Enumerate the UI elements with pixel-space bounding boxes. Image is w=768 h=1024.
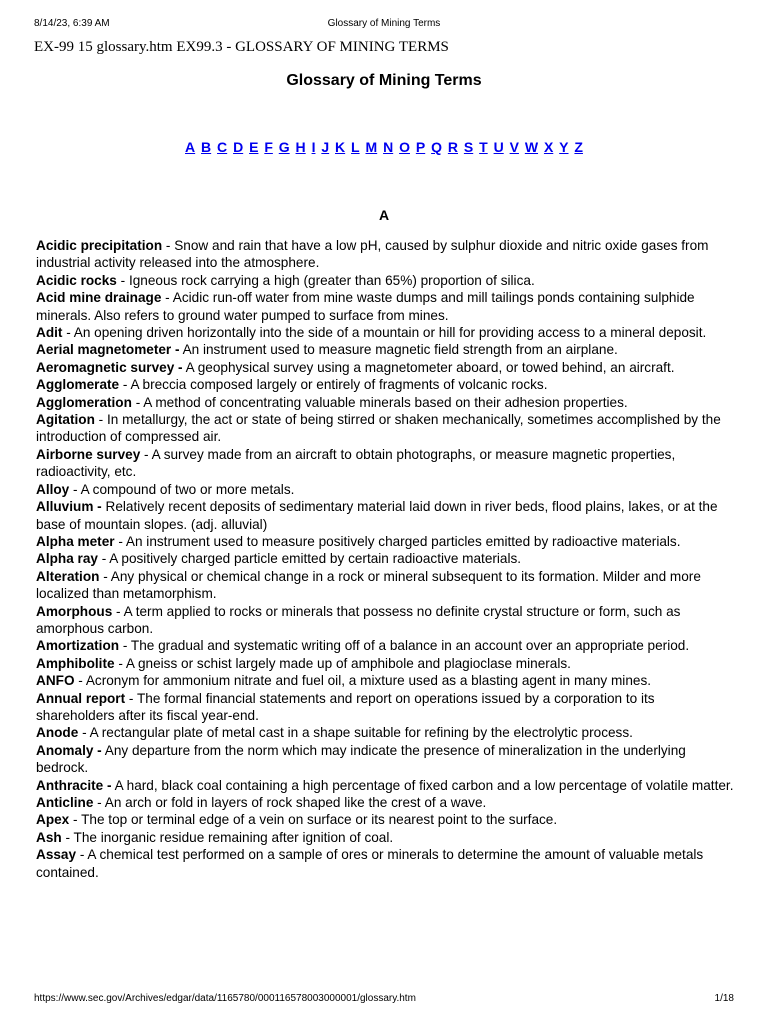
glossary-definition: An arch or fold in layers of rock shaped like the crest of a wave. (104, 795, 487, 810)
glossary-definition: A survey made from an aircraft to obtain photographs, or measure magnetic properties, radioactivity, etc. (36, 446, 676, 480)
glossary-entry (36, 394, 736, 411)
glossary-entry (36, 672, 736, 689)
glossary-term: Anthracite - (36, 777, 112, 793)
glossary-term: Ash (36, 829, 62, 845)
glossary-definition: Any departure from the norm which may indicate the presence of mineralization in the underlying bedrock. (36, 742, 686, 776)
glossary-term: Alteration (36, 568, 100, 584)
glossary-definition: A hard, black coal containing a high percentage of fixed carbon and a low percentage of volatile matter. (114, 777, 734, 793)
glossary-definition: A term applied to rocks or minerals that possess no definite crystal structure or form, such as amorphous carbon. (36, 603, 681, 636)
term-separator: - (61, 829, 74, 845)
glossary-entry (36, 272, 736, 289)
alphabet-link-j[interactable]: J (321, 139, 330, 155)
alphabet-link-l[interactable]: L (351, 139, 360, 155)
glossary-term: Anticline (36, 795, 94, 810)
alphabet-link-v[interactable]: V (509, 139, 519, 155)
glossary-definition: The formal financial statements and report on operations issued by a corporation to its shareholders after its fiscal year-end. (36, 690, 655, 723)
term-separator: - (69, 481, 81, 497)
alphabet-link-k[interactable]: K (335, 139, 346, 155)
glossary-entry (36, 777, 736, 794)
term-separator: - (114, 655, 126, 671)
glossary-term: Amorphous (36, 603, 113, 619)
glossary-entry (36, 237, 736, 272)
glossary-entry (36, 376, 736, 393)
glossary-definition: Acidic run-off water from mine waste dumps and mill tailings ponds containing sulphide minerals. Also refers to ground water pumped to surface from mines. (36, 290, 695, 323)
term-separator: - (69, 812, 82, 828)
glossary-definition: An instrument used to measure positively charged particles emitted by radioactive materials. (125, 533, 681, 549)
term-separator: - (140, 446, 152, 462)
alphabet-link-y[interactable]: Y (559, 139, 569, 155)
print-url: https://www.sec.gov/Archives/edgar/data/1165780/000116578003000001/glossary.htm (34, 993, 416, 1004)
term-separator: - (119, 638, 131, 654)
glossary-entry (36, 481, 736, 498)
glossary-entry (36, 846, 736, 881)
alphabet-link-h[interactable]: H (295, 139, 306, 155)
term-separator: - (74, 673, 86, 689)
term-separator: - (76, 847, 88, 863)
term-separator: - (93, 795, 105, 810)
glossary-term: Anomaly - (36, 742, 102, 758)
term-separator: - (62, 325, 74, 341)
alphabet-link-g[interactable]: G (278, 139, 290, 155)
glossary-definition: A rectangular plate of metal cast in a shape suitable for refining by the electrolytic process. (89, 725, 633, 741)
glossary-entry (36, 811, 736, 828)
glossary-entry (36, 724, 736, 741)
glossary-entry (36, 341, 736, 358)
page-indicator: 1/18 (714, 993, 734, 1004)
glossary-entry (36, 533, 736, 550)
glossary-entry (36, 411, 736, 446)
glossary-entry (36, 742, 736, 777)
glossary-term: Agglomeration (36, 394, 132, 410)
alphabet-link-u[interactable]: U (493, 139, 504, 155)
term-separator: - (94, 412, 107, 428)
glossary-definition: In metallurgy, the act or state of being stirred or shaken mechanically, sometimes accomplished by the introduction of compressed air. (36, 412, 721, 445)
term-separator: - (99, 568, 111, 584)
glossary-term: Anode (36, 725, 79, 741)
glossary-term: Alpha meter (36, 533, 115, 549)
glossary-definition: The gradual and systematic writing off of a balance in an account over an appropriate period. (130, 638, 690, 654)
glossary-definition: The top or terminal edge of a vein on surface or its nearest point to the surface. (81, 812, 558, 828)
glossary-entry (36, 637, 736, 654)
glossary-definition: A positively charged particle emitted by certain radioactive materials. (109, 551, 522, 567)
glossary-term: ANFO (36, 673, 75, 689)
alphabet-link-r[interactable]: R (447, 139, 458, 155)
term-separator: - (125, 690, 137, 706)
glossary-term: Aeromagnetic survey - (36, 359, 183, 375)
glossary-entry (36, 794, 736, 811)
glossary-term: Alloy (36, 481, 70, 497)
glossary-term: Agglomerate (36, 377, 120, 393)
glossary-term: Alluvium - (36, 499, 102, 515)
glossary-term: Adit (36, 325, 63, 341)
print-page-title: Glossary of Mining Terms (327, 18, 441, 29)
alphabet-link-p[interactable]: P (415, 139, 426, 155)
glossary-definition: A breccia composed largely or entirely of fragments of volcanic rocks. (130, 377, 548, 393)
glossary-definition: An instrument used to measure magnetic field strength from an airplane. (182, 342, 618, 358)
alphabet-link-x[interactable]: X (543, 139, 554, 155)
glossary-entry (36, 498, 736, 533)
term-separator: - (114, 533, 126, 549)
document-line: EX-99 15 glossary.htm EX99.3 - GLOSSARY OF MINING TERMS (34, 39, 449, 55)
glossary-definition: A geophysical survey using a magnetometer aboard, or towed behind, an aircraft. (185, 359, 675, 375)
glossary-term: Acidic precipitation (36, 238, 163, 253)
term-separator: - (119, 377, 131, 393)
term-separator: - (116, 272, 129, 288)
term-separator: - (97, 551, 110, 567)
glossary-entry (36, 690, 736, 725)
glossary-definition: The inorganic residue remaining after ignition of coal. (73, 829, 394, 845)
term-separator: - (78, 725, 90, 741)
glossary-term: Airborne survey (36, 446, 141, 462)
alphabet-link-w[interactable]: W (524, 139, 539, 155)
alphabet-link-s[interactable]: S (463, 139, 474, 155)
glossary-list (36, 237, 736, 881)
alphabet-link-d[interactable]: D (233, 139, 244, 155)
glossary-entry (36, 655, 736, 672)
glossary-entry (36, 446, 736, 481)
glossary-definition: Snow and rain that have a low pH, caused by sulphur dioxide and nitric oxide gases from industrial activity released into the atmosphere. (36, 238, 709, 271)
glossary-entry (36, 829, 736, 846)
section-heading: A (378, 207, 390, 223)
glossary-term: Acidic rocks (36, 272, 117, 288)
glossary-term: Agitation (36, 412, 95, 428)
alphabet-link-t[interactable]: T (479, 139, 488, 155)
glossary-entry (36, 289, 736, 324)
glossary-definition: A method of concentrating valuable minerals based on their adhesion properties. (143, 394, 628, 410)
glossary-term: Alpha ray (36, 551, 98, 567)
alphabet-link-b[interactable]: B (201, 139, 212, 155)
glossary-entry (36, 324, 736, 341)
glossary-entry (36, 568, 736, 603)
glossary-entry (36, 359, 736, 376)
alphabet-link-z[interactable]: Z (574, 139, 583, 155)
glossary-term: Acid mine drainage (36, 290, 162, 306)
glossary-definition: Acronym for ammonium nitrate and fuel oil, a mixture used as a blasting agent in many mines. (85, 673, 652, 689)
glossary-definition: An opening driven horizontally into the side of a mountain or hill for providing access to a mineral deposit. (73, 325, 707, 341)
glossary-definition: Any physical or chemical change in a rock or mineral subsequent to its formation. Milder and more localized than metamorphism. (36, 568, 701, 602)
glossary-term: Amortization (36, 638, 120, 654)
alphabet-index (0, 138, 768, 156)
glossary-term: Assay (36, 847, 77, 863)
page-title: Glossary of Mining Terms (286, 72, 482, 89)
alphabet-link-e[interactable]: E (249, 139, 259, 155)
print-datetime: 8/14/23, 6:39 AM (34, 18, 110, 29)
glossary-definition: A gneiss or schist largely made up of amphibole and plagioclase minerals. (125, 655, 571, 671)
alphabet-link-n[interactable]: N (383, 139, 394, 155)
alphabet-link-f[interactable]: F (264, 139, 273, 155)
glossary-term: Aerial magnetometer - (36, 342, 180, 358)
alphabet-link-a[interactable]: A (185, 139, 196, 155)
glossary-term: Apex (36, 812, 70, 828)
term-separator: - (162, 238, 175, 253)
glossary-term: Annual report (36, 690, 126, 706)
glossary-definition: Igneous rock carrying a high (greater than 65%) proportion of silica. (128, 272, 535, 288)
alphabet-link-m[interactable]: M (365, 139, 378, 155)
term-separator: - (112, 603, 124, 619)
alphabet-link-q[interactable]: Q (431, 139, 442, 155)
glossary-definition: A compound of two or more metals. (80, 481, 295, 497)
alphabet-link-i[interactable]: I (311, 139, 316, 155)
term-separator: - (161, 290, 173, 306)
term-separator: - (131, 394, 144, 410)
alphabet-link-c[interactable]: C (217, 139, 228, 155)
glossary-definition: A chemical test performed on a sample of ores or minerals to determine the amount of valuable metals contained. (36, 847, 704, 880)
glossary-entry (36, 603, 736, 638)
glossary-definition: Relatively recent deposits of sedimentary material laid down in river beds, flood plains, lakes, or at the base of mountain slopes. (adj. alluvial) (36, 499, 718, 532)
glossary-term: Amphibolite (36, 655, 115, 671)
glossary-entry (36, 550, 736, 567)
alphabet-link-o[interactable]: O (399, 139, 410, 155)
